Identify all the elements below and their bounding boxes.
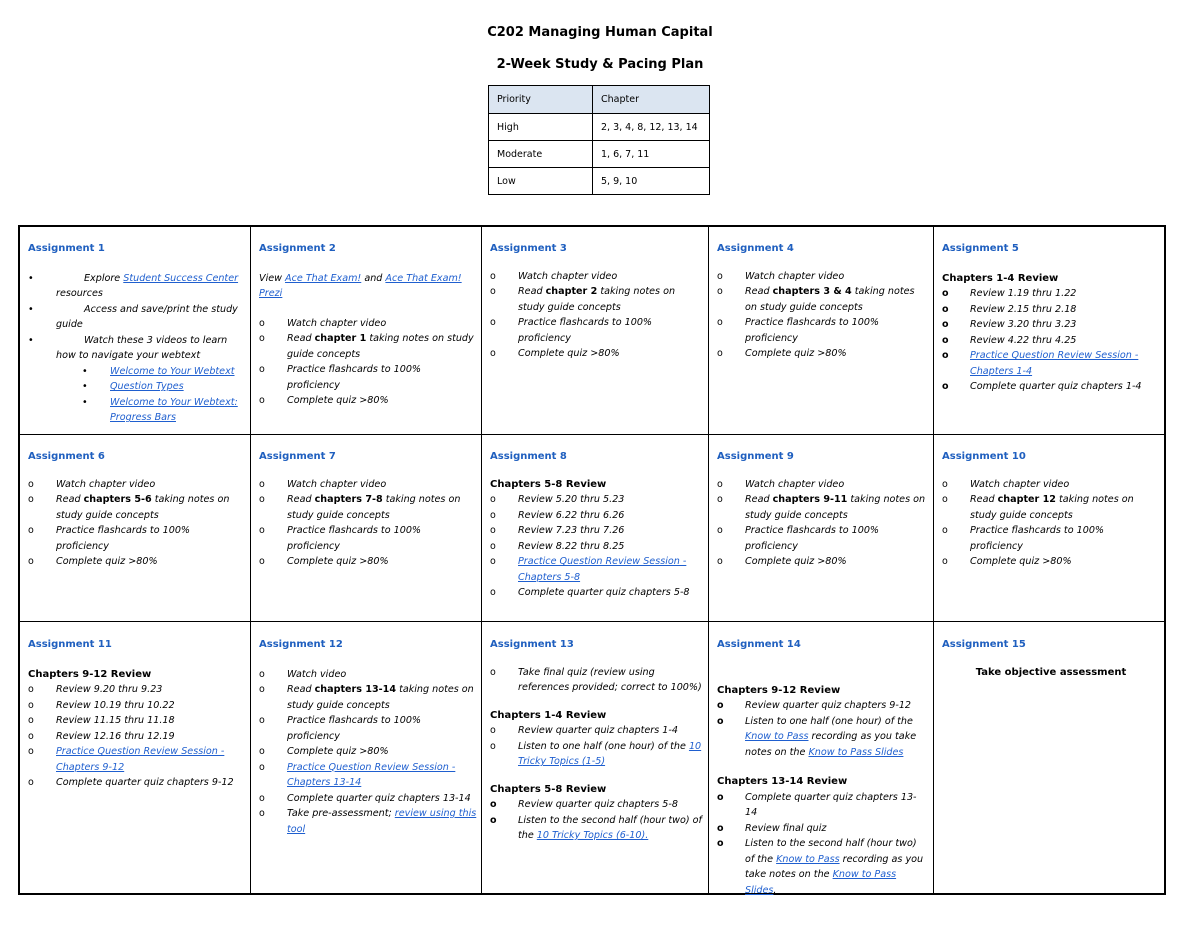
list-item: o Review quarter quiz chapters 5-8 (490, 797, 702, 813)
video-link[interactable]: Welcome to Your Webtext (110, 365, 235, 377)
review-tool-link[interactable]: review using this tool (287, 808, 477, 835)
list-item: o Complete quiz >80% (259, 744, 477, 760)
assignment-2-cell (259, 241, 477, 409)
video-link[interactable]: Welcome to Your Webtext: Progress Bars (110, 396, 238, 423)
practice-review-session-link[interactable]: Practice Question Review Session - Chapters 1-4 (970, 350, 1139, 377)
review-list (717, 790, 927, 899)
list-item (82, 364, 246, 380)
assignment-6-cell (28, 449, 246, 570)
assignment-heading: Assignment 6 (28, 451, 105, 462)
document-subtitle: 2-Week Study & Pacing Plan (496, 57, 704, 72)
list-item: o Review quarter quiz chapters 1-4 (490, 723, 702, 739)
list-item: o Read chapters 9-11 taking notes on study guide concepts (717, 492, 927, 523)
assignment-heading: Assignment 10 (942, 451, 1026, 462)
list-item: o Watch chapter video (490, 269, 702, 285)
task-list (259, 316, 477, 409)
list-item: o Watch video (259, 667, 477, 683)
list-item: o Watch chapter video (942, 477, 1160, 493)
assignment-heading: Assignment 5 (942, 243, 1019, 254)
list-item: o Complete quiz >80% (28, 554, 246, 570)
bullet-list (28, 271, 246, 426)
grid-divider (933, 227, 934, 893)
item-text: Explore (84, 272, 124, 284)
item-text: resources (56, 288, 103, 299)
list-item: o Practice flashcards to 100% proficiency (28, 523, 246, 554)
list-item (259, 760, 477, 791)
video-link[interactable]: Question Types (110, 381, 184, 392)
item-text: Watch these 3 videos to learn how to navigate your webtext (56, 334, 228, 361)
list-item: o Watch chapter video (717, 477, 927, 493)
list-item (82, 379, 246, 395)
table-row (489, 114, 710, 141)
grid-divider (481, 227, 482, 893)
list-item: o Review 10.19 thru 10.22 (28, 698, 246, 714)
objective-assessment-text: Take objective assessment (975, 666, 1127, 678)
list-item: o Complete quiz >80% (259, 393, 477, 409)
priority-cell: Moderate (489, 141, 593, 168)
know-to-pass-link[interactable]: Know to Pass (745, 731, 809, 742)
assignment-11-cell (28, 637, 246, 791)
review-subheading: Chapters 9-12 Review (28, 668, 152, 680)
assignment-12-cell (259, 637, 477, 837)
assignment-heading: Assignment 1 (28, 243, 105, 254)
assignment-3-cell (490, 241, 702, 362)
list-item: o Watch chapter video (717, 269, 927, 285)
video-list (56, 364, 246, 426)
ace-that-exam-link[interactable]: Ace That Exam! (285, 272, 362, 284)
assignment-7-cell (259, 449, 477, 570)
task-list (259, 477, 477, 570)
know-to-pass-link[interactable]: Know to Pass (776, 853, 840, 865)
task-list (259, 667, 477, 838)
list-item: o Complete quarter quiz chapters 13-14 (259, 791, 477, 807)
list-item: o Listen to the second half (hour two) of the Know to Pass recording as you take notes on the Know to Pass Slides. (717, 836, 927, 898)
header-chapter: Chapter (593, 86, 710, 114)
priority-table (488, 85, 710, 195)
list-item: o Read chapters 7-8 taking notes on study guide concepts (259, 492, 477, 523)
tricky-topics-link[interactable]: 10 Tricky Topics (1-5) (518, 740, 702, 767)
list-item: o Practice flashcards to 100% proficiency (717, 523, 927, 554)
assignment-grid (18, 225, 1166, 895)
list-item: o Listen to one half (one hour) of the Know to Pass recording as you take notes on the Know to Pass Slides (717, 714, 927, 761)
list-item: o Practice flashcards to 100% proficiency (717, 315, 927, 346)
list-item: o Complete quiz >80% (717, 554, 927, 570)
assignment-heading: Assignment 14 (717, 639, 801, 650)
table-row (489, 168, 710, 195)
review-subheading: Chapters 9-12 Review (717, 684, 841, 696)
know-to-pass-slides-link[interactable]: Know to Pass Slides (808, 746, 904, 758)
list-item: o Complete quiz >80% (490, 346, 702, 362)
table-row (489, 141, 710, 168)
assignment-heading: Assignment 15 (942, 639, 1026, 650)
list-item: o Complete quarter quiz chapters 9-12 (28, 775, 246, 791)
list-item: o Practice flashcards to 100% proficiency (942, 523, 1160, 554)
list-item: o Watch chapter video (28, 477, 246, 493)
assignment-9-cell (717, 449, 927, 570)
assignment-heading: Assignment 13 (490, 639, 574, 650)
assignment-heading: Assignment 12 (259, 639, 343, 650)
review-subheading: Chapters 1-4 Review (490, 709, 607, 721)
list-item: o Watch chapter video (259, 477, 477, 493)
review-list (717, 698, 927, 760)
list-item: o Take final quiz (review using references provided; correct to 100%) (490, 665, 702, 696)
list-item: o Complete quiz >80% (942, 554, 1160, 570)
list-item: o Review 8.22 thru 8.25 (490, 539, 702, 555)
assignment-1-cell (28, 241, 246, 426)
list-item: o Read chapter 12 taking notes on study guide concepts (942, 492, 1160, 523)
list-item: o Review 9.20 thru 9.23 (28, 682, 246, 698)
task-list (28, 477, 246, 570)
ace-that-exam-prezi-link[interactable]: Ace That Exam! Prezi (259, 272, 462, 299)
task-list (942, 477, 1160, 570)
header-priority: Priority (489, 86, 593, 114)
assignment-heading: Assignment 8 (490, 451, 567, 462)
assignment-heading: Assignment 3 (490, 243, 567, 254)
list-item: o Practice flashcards to 100% proficiency (259, 713, 477, 744)
grid-divider (250, 227, 251, 893)
review-list (28, 682, 246, 791)
tricky-topics-link[interactable]: 10 Tricky Topics (6-10). (536, 830, 649, 841)
assignment-4-cell (717, 241, 927, 362)
practice-review-session-link[interactable]: Practice Question Review Session - Chapters 9-12 (56, 746, 225, 773)
list-item (28, 333, 246, 426)
list-item (28, 271, 246, 302)
list-item: o Watch chapter video (259, 316, 477, 332)
assignment-10-cell (942, 449, 1160, 570)
task-list (490, 665, 702, 696)
practice-review-session-link[interactable]: Practice Question Review Session - Chapters 13-14 (287, 761, 456, 788)
chapter-cell: 5, 9, 10 (593, 168, 710, 195)
list-item: o Review 6.22 thru 6.26 (490, 508, 702, 524)
list-item: o Complete quiz >80% (717, 346, 927, 362)
list-item (942, 348, 1160, 379)
grid-divider (20, 434, 1164, 435)
know-to-pass-slides-link[interactable]: Know to Pass Slides (745, 869, 897, 896)
item-text: View (259, 272, 286, 284)
list-item: o Read chapters 13-14 taking notes on study guide concepts (259, 682, 477, 713)
assignment-5-cell (942, 241, 1160, 395)
list-item: o Review 7.23 thru 7.26 (490, 523, 702, 539)
review-list (942, 286, 1160, 395)
list-item: o Review 3.20 thru 3.23 (942, 317, 1160, 333)
list-item: o Review 1.19 thru 1.22 (942, 286, 1160, 302)
list-item: o Practice flashcards to 100% proficiency (259, 523, 477, 554)
task-list (490, 269, 702, 362)
grid-divider (20, 621, 1164, 622)
assignment-heading: Assignment 4 (717, 243, 794, 254)
list-item (490, 554, 702, 585)
list-item (82, 395, 246, 426)
list-item: o Review 5.20 thru 5.23 (490, 492, 702, 508)
list-item: o Practice flashcards to 100% proficiency (490, 315, 702, 346)
assignment-heading: Assignment 7 (259, 451, 336, 462)
list-item: o Complete quiz >80% (259, 554, 477, 570)
list-item (28, 744, 246, 775)
list-item: o Listen to one half (one hour) of the 10 Tricky Topics (1-5) (490, 739, 702, 770)
review-list (490, 723, 702, 770)
assignment-15-cell (942, 637, 1160, 680)
list-item: o Complete quarter quiz chapters 13-14 (717, 790, 927, 821)
list-item: o Read chapters 3 & 4 taking notes on study guide concepts (717, 284, 927, 315)
list-item: o Read chapter 1 taking notes on study guide concepts (259, 331, 477, 362)
list-item: o Review 4.22 thru 4.25 (942, 333, 1160, 349)
list-item: o Review quarter quiz chapters 9-12 (717, 698, 927, 714)
review-subheading: Chapters 13-14 Review (717, 776, 848, 787)
priority-cell: High (489, 114, 593, 141)
list-item: o Listen to the second half (hour two) of the 10 Tricky Topics (6-10). (490, 813, 702, 844)
list-item: o Complete quarter quiz chapters 1-4 (942, 379, 1160, 395)
list-item: o Review final quiz (717, 821, 927, 837)
review-list (490, 492, 702, 601)
priority-cell: Low (489, 168, 593, 195)
assignment-14-cell (717, 637, 927, 898)
assignment-heading: Assignment 11 (28, 639, 112, 650)
review-subheading: Chapters 5-8 Review (490, 478, 607, 490)
assignment-heading: Assignment 2 (259, 243, 336, 254)
student-success-center-link[interactable]: Student Success Center (123, 272, 239, 284)
chapter-cell: 1, 6, 7, 11 (593, 141, 710, 168)
task-list (717, 269, 927, 362)
chapter-cell: 2, 3, 4, 8, 12, 13, 14 (593, 114, 710, 141)
list-item: o Take pre-assessment; review using this tool (259, 806, 477, 837)
review-subheading: Chapters 1-4 Review (942, 272, 1059, 284)
document-title: C202 Managing Human Capital (487, 25, 713, 40)
assignment-heading: Assignment 9 (717, 451, 794, 462)
list-item: • Access and save/print the study guide (28, 302, 246, 333)
assignment-13-cell (490, 637, 702, 844)
list-item: o Review 12.16 thru 12.19 (28, 729, 246, 745)
assignment-8-cell (490, 449, 702, 601)
view-line (259, 271, 477, 302)
table-header-row (489, 86, 710, 114)
item-text: and (361, 272, 386, 284)
list-item: o Review 2.15 thru 2.18 (942, 302, 1160, 318)
list-item: o Read chapter 2 taking notes on study guide concepts (490, 284, 702, 315)
review-list (490, 797, 702, 844)
grid-divider (708, 227, 709, 893)
review-subheading: Chapters 5-8 Review (490, 783, 607, 795)
task-list (717, 477, 927, 570)
list-item: o Review 11.15 thru 11.18 (28, 713, 246, 729)
practice-review-session-link[interactable]: Practice Question Review Session - Chapters 5-8 (518, 556, 687, 583)
list-item: o Complete quarter quiz chapters 5-8 (490, 585, 702, 601)
list-item: o Practice flashcards to 100% proficiency (259, 362, 477, 393)
list-item: o Read chapters 5-6 taking notes on study guide concepts (28, 492, 246, 523)
